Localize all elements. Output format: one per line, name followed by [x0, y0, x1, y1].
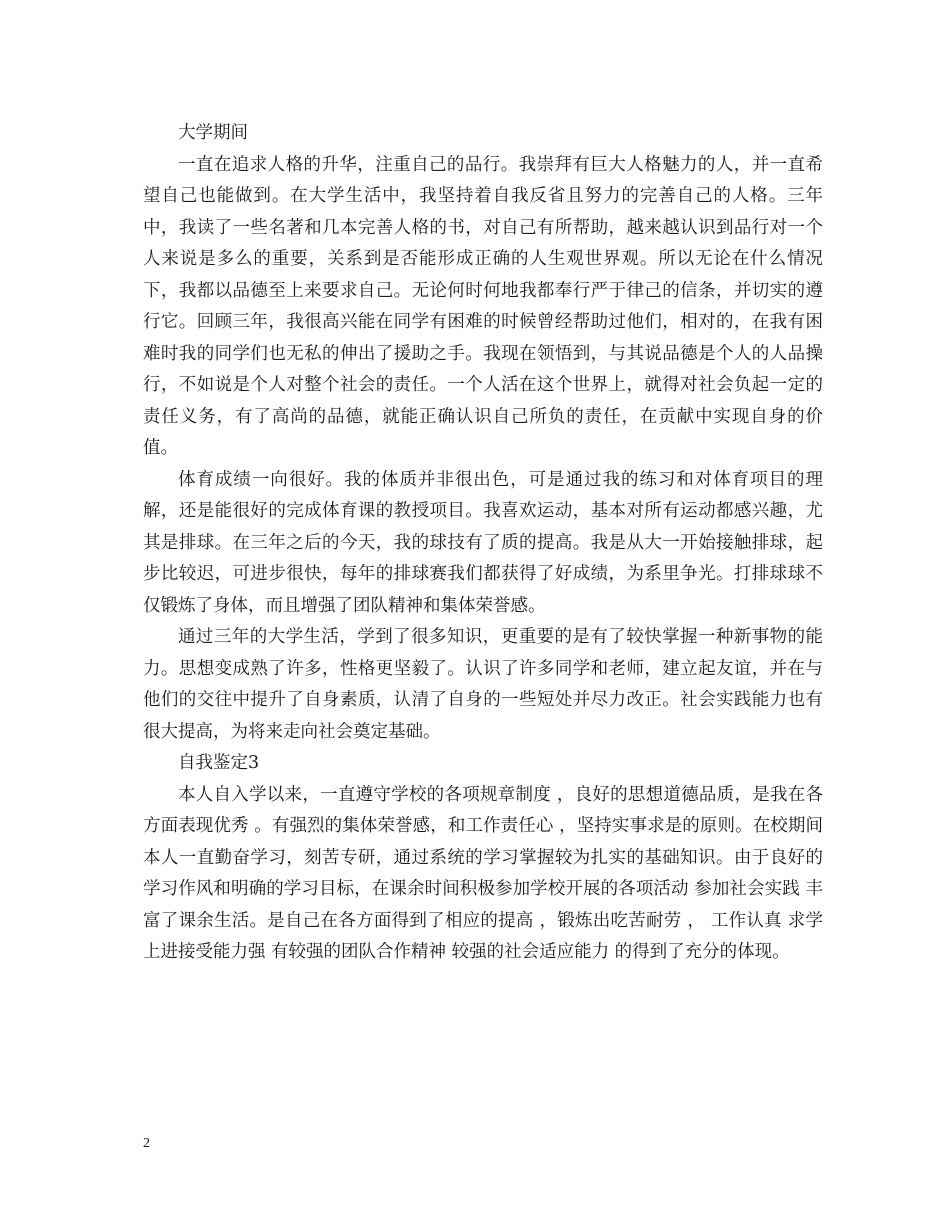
- document-body: [143, 118, 823, 969]
- section-heading: 大学期间: [178, 123, 248, 143]
- paragraph-summary: 通过三年的大学生活，学到了很多知识，更重要的是有了较快掌握一种新事物的能力。思想变成熟了许多，性格更坚毅了。认识了许多同学和老师，建立起友谊，并在与他们的交往中提升了自身素质，认清了自身的一些短处并尽力改正。社会实践能力也有很大提高，为将来走向社会奠定基础。: [143, 627, 823, 742]
- paragraph-self-assessment: 本人自入学以来，一直遵守学校的各项规章制度 ，良好的思想道德品质，是我在各方面表现优秀 。有强烈的集体荣誉感，和工作责任心 ，坚持实事求是的原则。在校期间本人一直勤奋学习，刻苦专研，通过系统的学习掌握较为扎实的基础知识。由于良好的学习作风和明确的学习目标，在课余时间积极参加学校开展的各项活动 参加社会实践 丰富了课余生活。是自己在各方面得到了相应的提高 ，锻炼出吃苦耐劳 ， 工作认真 求学上进接受能力强 有较强的团队合作精神 较强的社会适应能力 的得到了充分的体现。: [143, 784, 823, 962]
- paragraph-sports: 体育成绩一向很好。我的体质并非很出色，可是通过我的练习和对体育项目的理解，还是能很好的完成体育课的教授项目。我喜欢运动，基本对所有运动都感兴趣，尤其是排球。在三年之后的今天，我的球技有了质的提高。我是从大一开始接触排球，起步比较迟，可进步很快，每年的排球赛我们都获得了好成绩，为系里争光。打排球球不仅锻炼了身体，而且增强了团队精神和集体荣誉感。: [143, 469, 823, 616]
- page-number: 2: [143, 1136, 150, 1151]
- paragraph-character: 一直在追求人格的升华，注重自己的品行。我崇拜有巨大人格魅力的人，并一直希望自己也能做到。在大学生活中，我坚持着自我反省且努力的完善自己的人格。三年中，我读了一些名著和几本完善人格的书，对自己有所帮助，越来越认识到品行对一个人来说是多么的重要，关系到是否能形成正确的人生观世界观。所以无论在什么情况下，我都以品德至上来要求自己。无论何时何地我都奉行严于律己的信条，并切实的遵行它。回顾三年，我很高兴能在同学有困难的时候曾经帮助过他们，相对的，在我有困难时我的同学们也无私的伸出了援助之手。我现在领悟到，与其说品德是个人的人品操行，不如说是个人对整个社会的责任。一个人活在这个世界上，就得对社会负起一定的责任义务，有了高尚的品德，就能正确认识自己所负的责任，在贡献中实现自身的价值。: [143, 154, 823, 458]
- section-heading: 自我鉴定3: [178, 753, 260, 773]
